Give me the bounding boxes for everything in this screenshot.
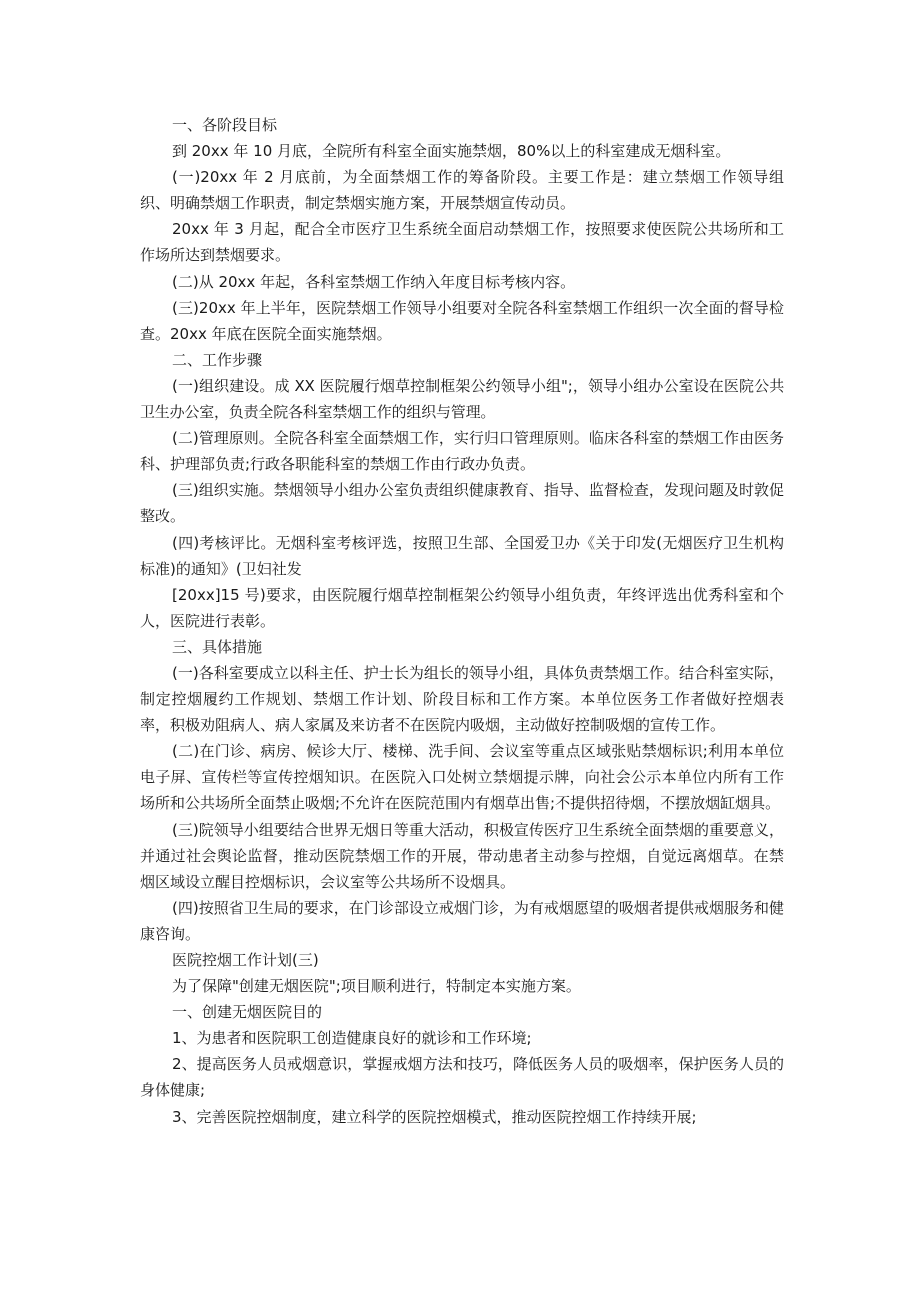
list-item-purpose-2: 2、提高医务人员戒烟意识，掌握戒烟方法和技巧，降低医务人员的吸烟率，保护医务人员的身体健康;: [140, 1055, 784, 1100]
paragraph-organization: (一)组织建设。成 XX 医院履行烟草控制框架公约领导小组";，领导小组办公室设在医院公共卫生办公室，负责全院各科室禁烟工作的组织与管理。: [140, 376, 784, 422]
section-heading-work-steps: 二、工作步骤: [172, 350, 263, 369]
document-body: [140, 112, 784, 1130]
paragraph-preparation-stage: (一)20xx 年 2 月底前，为全面禁烟工作的筹备阶段。主要工作是：建立禁烟工作领导组织、明确禁烟工作职责，制定禁烟实施方案，开展禁烟宣传动员。: [140, 168, 784, 213]
paragraph-overall-goal: 到 20xx 年 10 月底，全院所有科室全面实施禁烟，80%以上的科室建成无烟科室。: [172, 142, 731, 161]
paragraph-march-start: 20xx 年 3 月起，配合全市医疗卫生系统全面启动禁烟工作，按照要求使医院公共场所和工作场所达到禁烟要求。: [140, 220, 784, 265]
section-heading-stage-goals: 一、各阶段目标: [172, 116, 278, 134]
paragraph-inspection: (三)20xx 年上半年，医院禁烟工作领导小组要对全院各科室禁烟工作组织一次全面的督导检查。20xx 年底在医院全面实施禁烟。: [140, 298, 784, 343]
paragraph-plan-intro: 为了保障"创建无烟医院";项目顺利进行，特制定本实施方案。: [172, 977, 581, 996]
paragraph-measure-signage: (二)在门诊、病房、候诊大厅、楼梯、洗手间、会议室等重点区域张贴禁烟标识;利用本单位电子屏、宣传栏等宣传控烟知识。在医院入口处树立禁烟提示牌，向社会公示本单位内所有工作场所和公共场所全面禁止吸烟;不允许在医院范围内有烟草出售;不提供招待烟，不摆放烟缸烟具。: [140, 742, 784, 813]
paragraph-measure-leadership: (一)各科室要成立以科主任、护士长为组长的领导小组，具体负责禁烟工作。结合科室实际，制定控烟履约工作规划、禁烟工作计划、阶段目标和工作方案。本单位医务工作者做好控烟表率，积极劝阻病人、病人家属及来访者不在医院内吸烟，主动做好控制吸烟的宣传工作。: [140, 663, 784, 735]
paragraph-annual-assessment: (二)从 20xx 年起，各科室禁烟工作纳入年度目标考核内容。: [172, 272, 576, 291]
paragraph-measure-publicity: (三)院领导小组要结合世界无烟日等重大活动，积极宣传医疗卫生系统全面禁烟的重要意义，并通过社会舆论监督，推动医院禁烟工作的开展，带动患者主动参与控烟，自觉远离烟草。在禁烟区域设立醒目控烟标识，会议室等公共场所不设烟具。: [140, 820, 784, 891]
paragraph-evaluation-continued: [20xx]15 号)要求，由医院履行烟草控制框架公约领导小组负责，年终评选出优秀科室和个人，医院进行表彰。: [140, 585, 784, 630]
paragraph-implementation: (三)组织实施。禁烟领导小组办公室负责组织健康教育、指导、监督检查，发现问题及时敦促整改。: [140, 481, 784, 526]
paragraph-management-principle: (二)管理原则。全院各科室全面禁烟工作，实行归口管理原则。临床各科室的禁烟工作由医务科、护理部负责;行政各职能科室的禁烟工作由行政办负责。: [140, 429, 784, 474]
paragraph-evaluation: (四)考核评比。无烟科室考核评选，按照卫生部、全国爱卫办《关于印发(无烟医疗卫生机构标准)的通知》(卫妇社发: [140, 533, 784, 578]
list-item-purpose-1: 1、为患者和医院职工创造健康良好的就诊和工作环境;: [172, 1029, 532, 1048]
paragraph-measure-clinic: (四)按照省卫生局的要求，在门诊部设立戒烟门诊，为有戒烟愿望的吸烟者提供戒烟服务和健康咨询。: [140, 898, 784, 943]
section-heading-purpose: 一、创建无烟医院目的: [172, 1003, 323, 1022]
section-heading-measures: 三、具体措施: [172, 637, 263, 656]
list-item-purpose-3: 3、完善医院控烟制度，建立科学的医院控烟模式，推动医院控烟工作持续开展;: [172, 1107, 697, 1126]
plan-title: 医院控烟工作计划(三): [172, 951, 319, 969]
